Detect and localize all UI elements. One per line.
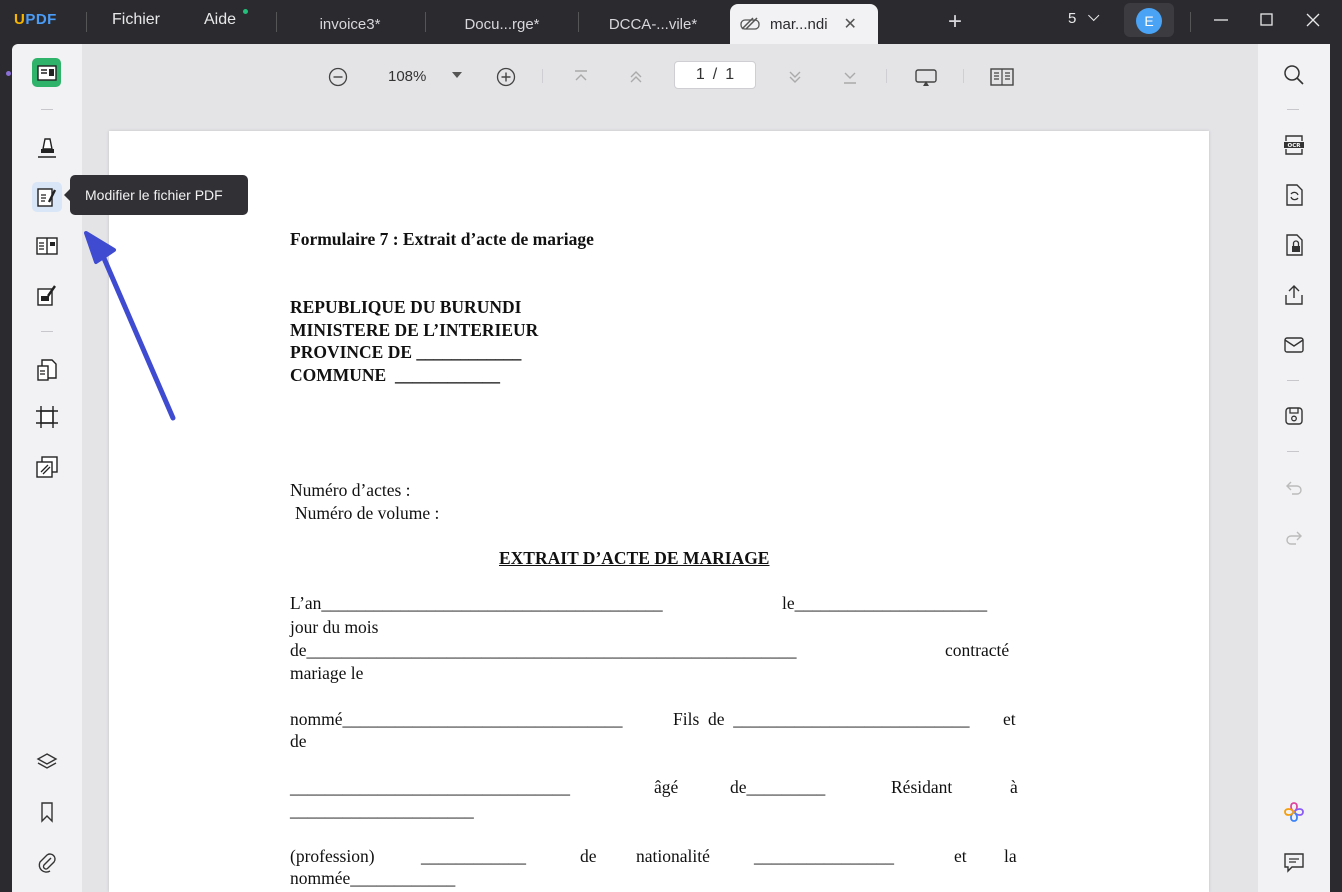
form-line: le______________________ <box>782 593 988 613</box>
tab-label: mar...ndi <box>770 15 828 33</box>
form-line: de_________ <box>730 777 826 797</box>
form-line: à <box>1010 777 1018 797</box>
header-line: COMMUNE ____________ <box>290 365 500 385</box>
form-line: jour du mois <box>290 617 379 637</box>
minimize-icon[interactable] <box>1210 9 1232 31</box>
collapse-indicator[interactable] <box>6 71 11 76</box>
read-only-icon <box>740 16 762 32</box>
convert-pdf-icon[interactable] <box>32 355 62 385</box>
close-window-icon[interactable] <box>1302 9 1324 31</box>
acts-number-label: Numéro d’actes : <box>290 480 411 500</box>
form-line: de________________________________________________________ <box>290 640 797 660</box>
tab-mariage-active[interactable] <box>730 4 878 44</box>
updf-ai-icon[interactable] <box>1279 797 1309 827</box>
previous-page-icon[interactable] <box>624 65 648 89</box>
header-line: PROVINCE DE ____________ <box>290 342 522 362</box>
chevron-down-icon <box>1088 10 1099 21</box>
header-line: REPUBLIQUE DU BURUNDI <box>290 297 522 317</box>
presentation-icon[interactable] <box>914 65 938 89</box>
ocr-icon[interactable] <box>1279 130 1309 160</box>
account-button[interactable] <box>1124 3 1174 37</box>
divider <box>963 69 964 83</box>
form-line: et <box>954 846 967 866</box>
divider <box>1287 451 1299 452</box>
total-pages: 1 <box>725 66 735 83</box>
title-bar <box>0 0 1342 44</box>
email-icon[interactable] <box>1279 330 1309 360</box>
last-page-icon[interactable] <box>838 65 862 89</box>
tab-label: DCCA-...vile* <box>608 15 698 33</box>
form-line: ____________ <box>421 846 526 866</box>
edit-pdf-icon[interactable] <box>32 182 62 212</box>
zoom-dropdown-icon[interactable] <box>452 72 462 78</box>
form-line: âgé <box>654 777 679 797</box>
zoom-level[interactable]: 108% <box>388 68 427 85</box>
divider <box>1287 380 1299 381</box>
divider <box>886 69 887 83</box>
document-viewport[interactable] <box>82 44 1258 892</box>
first-page-icon[interactable] <box>569 65 593 89</box>
form-title: Formulaire 7 : Extrait d’acte de mariage <box>290 229 594 249</box>
form-line: nationalité <box>636 846 710 866</box>
divider <box>425 12 426 32</box>
zoom-out-icon[interactable] <box>326 65 350 89</box>
search-icon[interactable] <box>1279 60 1309 90</box>
tab-label: Docu...rge* <box>464 15 540 33</box>
divider <box>86 12 87 32</box>
left-sidebar <box>12 44 82 892</box>
tab-label: invoice3* <box>319 15 381 33</box>
form-line: nommée____________ <box>290 868 456 888</box>
divider <box>1287 109 1299 110</box>
right-sidebar <box>1258 44 1330 892</box>
form-line: nommé________________________________ <box>290 709 623 729</box>
notification-dot <box>243 9 248 14</box>
crop-pages-icon[interactable] <box>32 402 62 432</box>
layers-icon[interactable] <box>32 747 62 777</box>
divider <box>41 109 53 110</box>
form-line: L’an_______________________________________ <box>290 593 663 613</box>
form-line: de <box>290 731 307 751</box>
zoom-in-icon[interactable] <box>494 65 518 89</box>
form-line: ________________________________ <box>290 777 570 797</box>
divider <box>578 12 579 32</box>
tab-invoice3[interactable] <box>288 4 412 44</box>
avatar: E <box>1136 8 1162 34</box>
share-icon[interactable] <box>1279 280 1309 310</box>
page-organize-icon[interactable] <box>32 231 62 261</box>
form-line: Résidant <box>891 777 953 797</box>
redo-icon[interactable] <box>1279 523 1309 553</box>
page-separator: / <box>712 66 718 83</box>
volume-number-label: Numéro de volume : <box>295 503 440 523</box>
menu-file[interactable]: Fichier <box>112 11 161 28</box>
page-number-field[interactable] <box>674 61 756 89</box>
comments-panel-icon[interactable] <box>1279 847 1309 877</box>
undo-icon[interactable] <box>1279 473 1309 503</box>
save-icon[interactable] <box>1279 401 1309 431</box>
view-toolbar <box>82 44 1258 110</box>
pdf-page[interactable] <box>109 131 1209 892</box>
divider <box>276 12 277 32</box>
new-tab-icon[interactable]: + <box>948 8 963 35</box>
protect-pdf-icon[interactable] <box>32 452 62 482</box>
protect-icon[interactable] <box>1279 230 1309 260</box>
maximize-icon[interactable] <box>1256 9 1278 31</box>
tooltip-edit-pdf <box>70 175 248 215</box>
window-count[interactable]: 5 <box>1068 10 1097 27</box>
updf-logo[interactable]: UPDF <box>14 11 57 28</box>
next-page-icon[interactable] <box>783 65 807 89</box>
form-line: mariage le <box>290 663 364 683</box>
comment-highlighter-icon[interactable] <box>32 132 62 162</box>
form-line: (profession) <box>290 846 375 866</box>
page-display-icon[interactable] <box>990 65 1014 89</box>
reader-mode-icon[interactable] <box>32 58 61 87</box>
tooltip-text: Modifier le fichier PDF <box>85 187 223 203</box>
tab-dcca[interactable] <box>590 4 716 44</box>
bookmark-icon[interactable] <box>32 797 62 827</box>
form-line: ________________ <box>754 846 894 866</box>
fill-sign-icon[interactable] <box>32 281 62 311</box>
form-line: la <box>1004 846 1017 866</box>
form-line: _____________________ <box>290 800 474 820</box>
close-tab-icon[interactable]: ✕ <box>843 16 857 33</box>
form-line: contracté <box>945 640 1010 660</box>
divider <box>542 69 543 83</box>
form-line: de <box>580 846 597 866</box>
divider <box>1190 12 1191 32</box>
section-title: EXTRAIT D’ACTE DE MARIAGE <box>499 548 770 568</box>
divider <box>41 331 53 332</box>
form-line: et <box>1003 709 1016 729</box>
form-line: Fils de ___________________________ <box>673 709 970 729</box>
attachment-icon[interactable] <box>32 847 62 877</box>
tab-document[interactable] <box>440 4 564 44</box>
svg-text:OCR: OCR <box>1287 143 1301 149</box>
header-line: MINISTERE DE L’INTERIEUR <box>290 320 539 340</box>
current-page: 1 <box>695 66 705 83</box>
menu-help[interactable]: Aide <box>204 11 237 28</box>
convert-icon[interactable] <box>1279 180 1309 210</box>
